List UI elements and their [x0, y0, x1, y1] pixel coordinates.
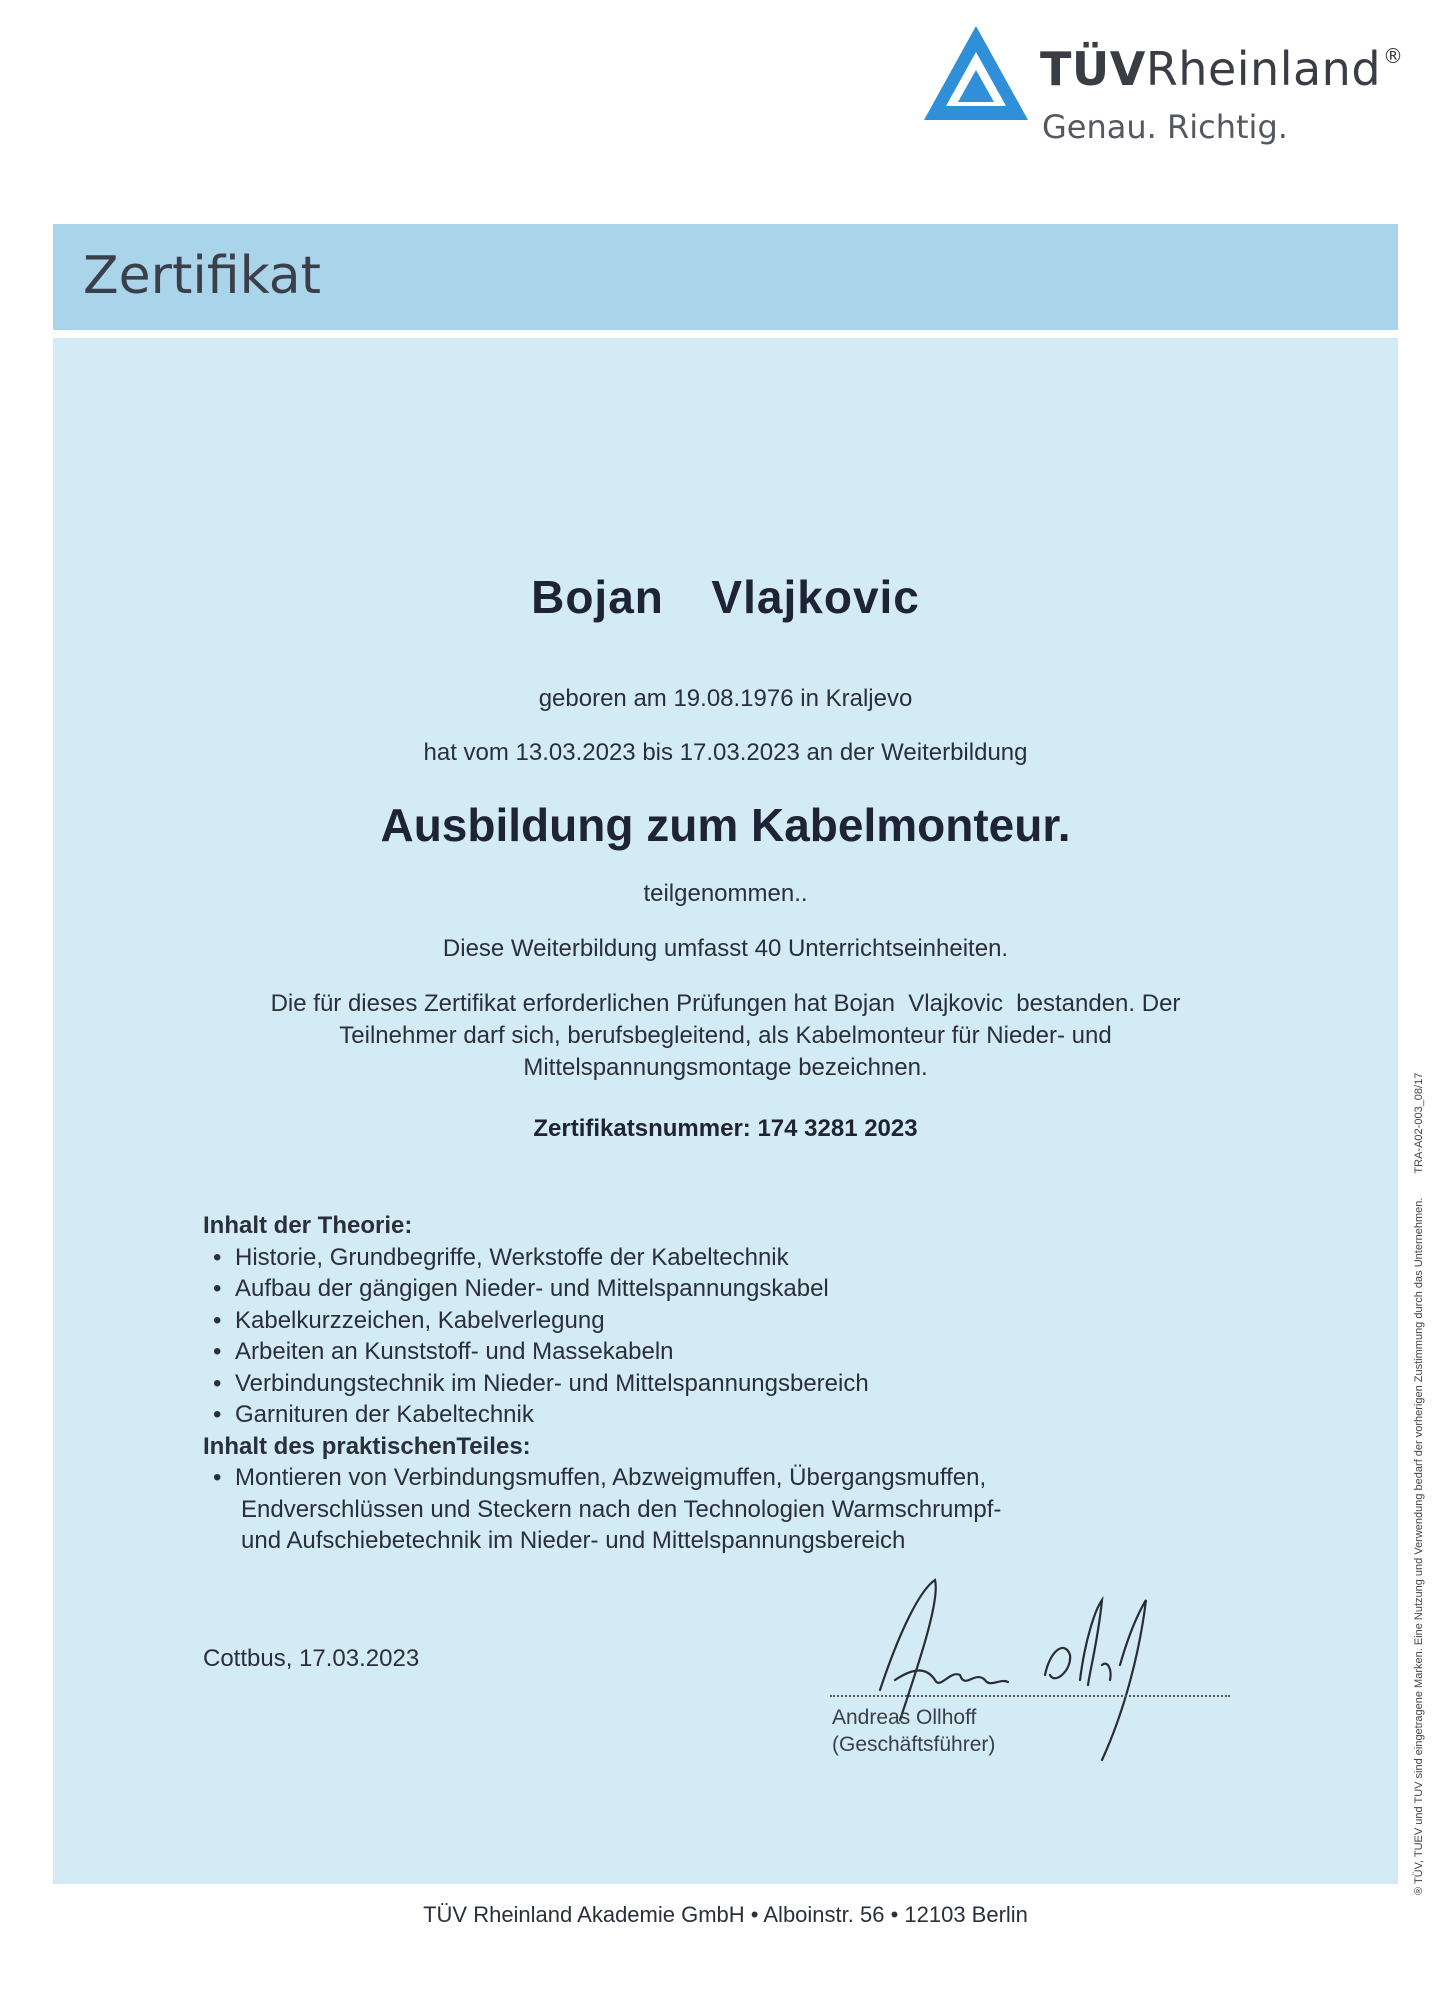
passed-statement: [53, 988, 1398, 1084]
passed-line: Die für dieses Zertifikat erforderlichen Prüfungen hat Bojan Vlajkovic bestanden. Der: [270, 990, 1181, 1017]
signer-name: Andreas Ollhoff: [832, 1706, 977, 1729]
recipient-name: Bojan Vlajkovic: [531, 571, 920, 623]
form-code: TRA-A02-003_08/17: [1413, 1072, 1425, 1174]
practice-list: [203, 1462, 1203, 1557]
signer-role: (Geschäftsführer): [832, 1733, 996, 1756]
tuv-triangle-icon: [920, 22, 1032, 126]
header-band: [53, 224, 1398, 330]
list-item: • Kabelkurzzeichen, Kabelverlegung: [213, 1306, 605, 1334]
birth-info: geboren am 19.08.1976 in Kraljevo: [538, 685, 913, 712]
logo-brand: TÜVRheinland ®: [1040, 42, 1404, 96]
footer-address: TÜV Rheinland Akademie GmbH • Alboinstr. 56 • 12103 Berlin: [423, 1902, 1028, 1927]
place-date: Cottbus, 17.03.2023: [203, 1645, 420, 1672]
logo-tagline: Genau. Richtig.: [1042, 108, 1288, 146]
list-item: • Historie, Grundbegriffe, Werkstoffe der Kabeltechnik: [213, 1243, 789, 1271]
list-item: • Montieren von Verbindungsmuffen, Abzweigmuffen, Übergangsmuffen, Endverschlüssen und Steckern nach den Technologien Warmschrumpf- und Aufschiebetechnik im Nieder- und Mittelspannungsbereich: [213, 1464, 1002, 1554]
list-item: • Garnituren der Kabeltechnik: [213, 1401, 534, 1428]
certificate-number: Zertifikatsnummer: 174 3281 2023: [533, 1115, 918, 1142]
tuv-rheinland-logo: [920, 22, 1404, 152]
list-item: • Aufbau der gängigen Nieder- und Mittelspannungskabel: [213, 1275, 829, 1302]
list-item: • Verbindungstechnik im Nieder- und Mittelspannungsbereich: [213, 1369, 869, 1397]
practice-heading: Inhalt des praktischenTeiles:: [203, 1432, 531, 1460]
signature-line: [830, 1695, 1230, 1697]
theory-list: [203, 1242, 1203, 1431]
units-text: Diese Weiterbildung umfasst 40 Unterrichtseinheiten.: [442, 935, 1009, 962]
list-item: • Arbeiten an Kunststoff- und Massekabeln: [213, 1338, 674, 1365]
passed-line: Mittelspannungsmontage bezeichnen.: [523, 1054, 928, 1081]
theory-heading: Inhalt der Theorie:: [203, 1212, 413, 1239]
side-trademark-note: ® TÜV, TUEV und TUV sind eingetragene Marken. Eine Nutzung und Verwendung bedarf der vorherigen Zustimmung durch das Unternehmen.TRA-A02-003_08/17: [1413, 1072, 1425, 1895]
passed-line: Teilnehmer darf sich, berufsbegleitend, als Kabelmonteur für Nieder- und: [339, 1022, 1112, 1049]
course-title: Ausbildung zum Kabelmonteur.: [380, 799, 1071, 851]
participated-text: teilgenommen..: [643, 880, 808, 907]
course-content: [203, 1210, 1203, 1557]
signer-block: [832, 1704, 995, 1758]
course-period: hat vom 13.03.2023 bis 17.03.2023 an der Weiterbildung: [423, 739, 1028, 766]
page-title: Zertifikat: [83, 246, 322, 306]
